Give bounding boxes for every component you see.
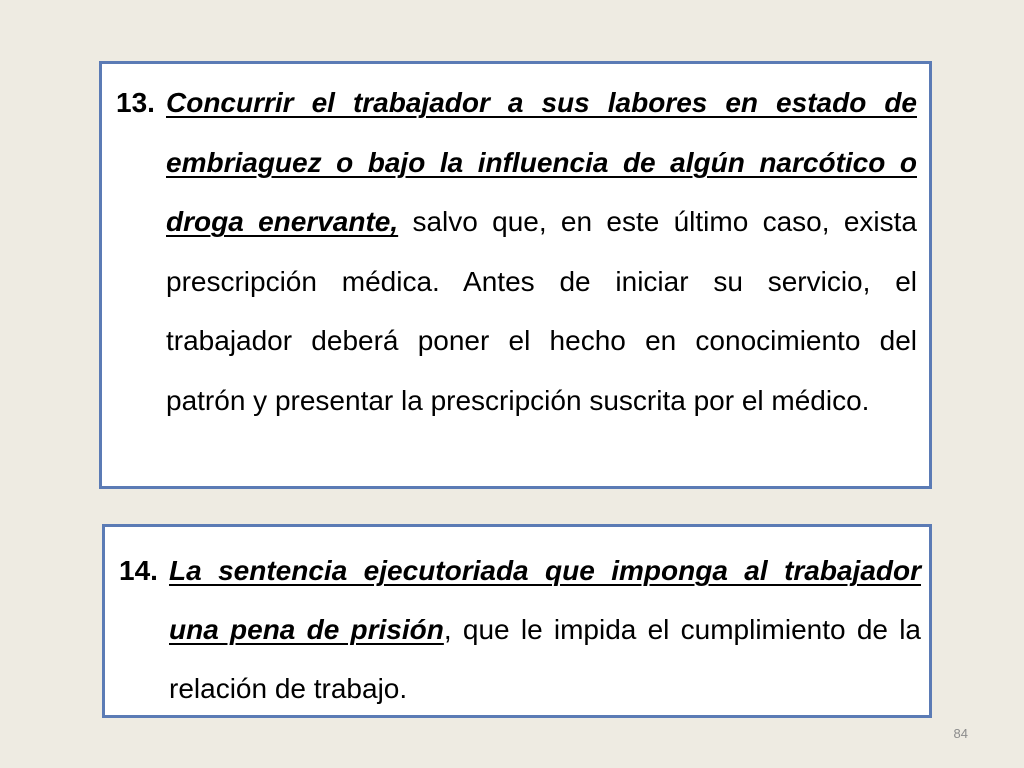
item-14-number: 14. <box>119 555 158 586</box>
page-number: 84 <box>953 726 968 741</box>
item-14-text <box>169 541 921 718</box>
item-14-rest: , que le impida el cumplimiento de la relación de trabajo. <box>169 614 921 704</box>
item-13-emphasis: Concurrir el trabajador a sus labores en estado de embriaguez o bajo la influencia de algún narcótico o droga enervante, <box>166 87 917 237</box>
item-13-text <box>166 73 917 430</box>
item-14 <box>119 541 921 718</box>
item-14-emphasis: La sentencia ejecutoriada que imponga al trabajador una pena de prisión <box>169 555 921 645</box>
item-14-box <box>102 524 932 718</box>
item-13-rest: salvo que, en este último caso, exista prescripción médica. Antes de iniciar su servicio, el trabajador deberá poner el hecho en conocimiento del patrón y presentar la prescripción suscrita por el médico. <box>166 206 917 416</box>
item-13-box <box>99 61 932 489</box>
item-13-number: 13. <box>116 87 155 118</box>
item-13 <box>116 73 917 430</box>
